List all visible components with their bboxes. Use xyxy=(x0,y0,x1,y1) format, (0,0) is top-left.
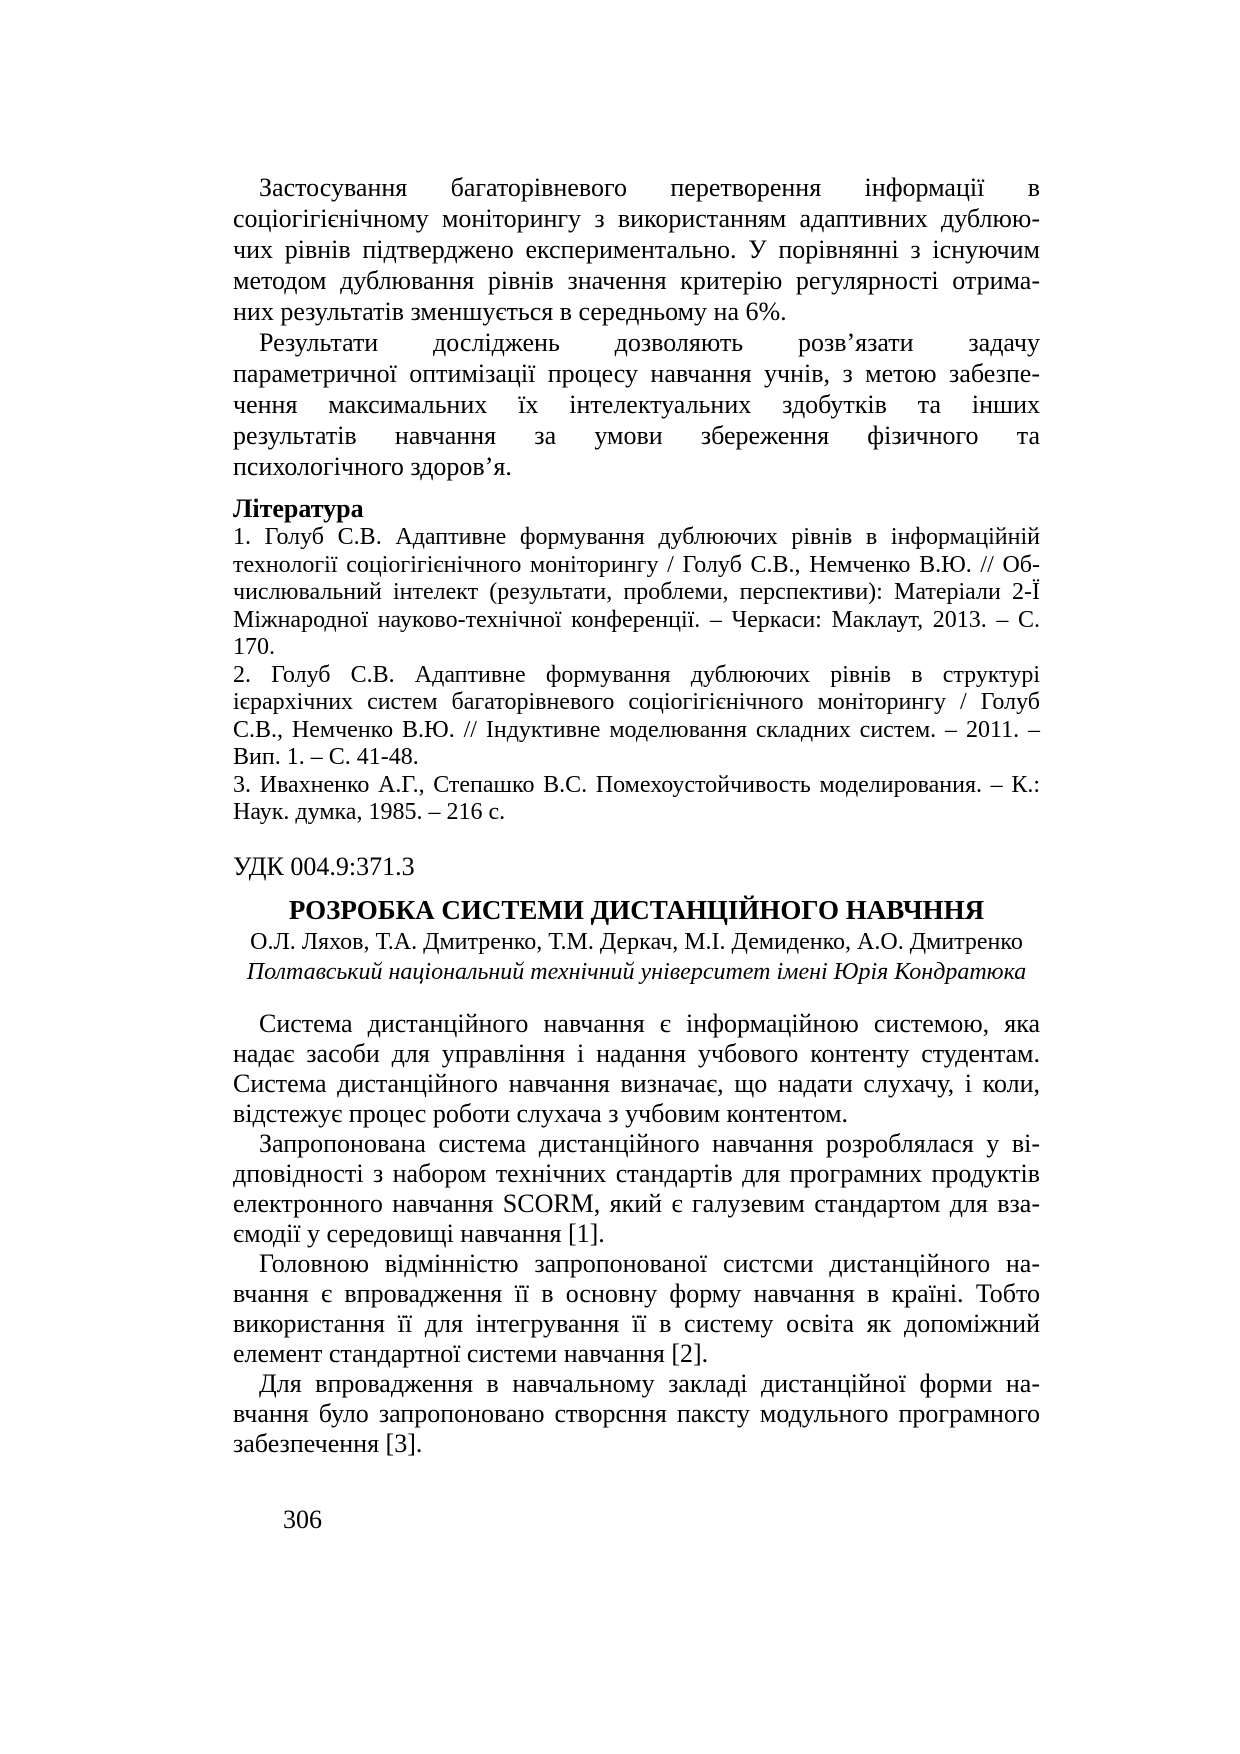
text-line: вчання є впровадження її в основну форму навчання в країні. Тобто xyxy=(233,1278,1040,1308)
text-line: 170. xyxy=(233,634,275,660)
text-line: Система дистанційного навчання є інформаційною системою, яка xyxy=(259,1008,1040,1038)
references-list xyxy=(233,524,1040,827)
text-line: числювальний інтелект (результати, проблеми, перспективи): Матеріали 2-Ї xyxy=(233,579,1040,605)
text-line: Міжнародної науково-технічної конференції. – Черкаси: Маклаут, 2013. – С. xyxy=(233,606,1040,633)
text-line: Вип. 1. – С. 41-48. xyxy=(233,744,419,770)
text-line: Головною відмінністю запропонованої систсми дистанційного на- xyxy=(259,1248,1040,1278)
paragraph xyxy=(233,327,1040,482)
text-line: технології соціогігієнічного моніторингу / Голуб С.В., Немченко В.Ю. // Об- xyxy=(233,551,1040,578)
reference-item xyxy=(233,662,1040,772)
text-line: ієрархічних систем багаторівневого соціогігієнічного моніторингу / Голуб xyxy=(233,689,1040,715)
text-line: забезпечення [3]. xyxy=(233,1428,423,1458)
paragraph xyxy=(233,1249,1040,1369)
text-line: психологічного здоров’я. xyxy=(233,452,512,481)
article-title: РОЗРОБКА СИСТЕМИ ДИСТАНЦІЙНОГО НАВЧННЯ xyxy=(288,894,985,925)
text-line: 2. Голуб С.В. Адаптивне формування дублюючих рівнів в структурі xyxy=(233,661,1040,688)
reference-item xyxy=(233,524,1040,662)
text-line: 1. Голуб С.В. Адаптивне формування дублюючих рівнів в інформаційній xyxy=(233,524,1040,550)
article-authors: О.Л. Ляхов, Т.А. Дмитренко, Т.М. Деркач, М.І. Демиденко, А.О. Дмитренко xyxy=(250,928,1023,955)
article-body xyxy=(233,1009,1040,1459)
text-line: методом дублювання рівнів значення критерію регулярності отрима- xyxy=(233,266,1040,295)
text-line: них результатів зменшується в середньому на 6%. xyxy=(233,297,787,326)
text-line: вчання було запропоновано створсння паксту модульного програмного xyxy=(233,1398,1040,1428)
text-line: використання її для інтегрування її в систему освіта як допоміжний xyxy=(233,1308,1040,1338)
text-line: Наук. думка, 1985. – 216 с. xyxy=(233,799,506,825)
text-line: Результати досліджень дозволяють розв’язати задачу xyxy=(259,328,1040,357)
text-line: елемент стандартної системи навчання [2]. xyxy=(233,1338,709,1368)
page-content xyxy=(233,172,1040,1459)
text-line: Запропонована система дистанційного навчання розроблялася у ві- xyxy=(259,1128,1040,1158)
text-line: результатів навчання за умови збереження фізичного та xyxy=(233,421,1040,450)
text-line: Застосування багаторівневого перетворення інформації в xyxy=(259,173,1040,202)
paragraph xyxy=(233,1129,1040,1249)
paragraph xyxy=(233,1009,1040,1129)
text-line: Для впровадження в навчальному закладі дистанційної форми на- xyxy=(259,1368,1040,1398)
paragraph xyxy=(233,1369,1040,1459)
text-line: 3. Ивахненко А.Г., Степашко В.С. Помехоустойчивость моделирования. – К.: xyxy=(233,771,1040,798)
text-line: відстежує процес роботи слухача з учбовим контентом. xyxy=(233,1098,849,1128)
reference-item xyxy=(233,772,1040,827)
text-line: електронного навчання SCORM, який є галузевим стандартом для вза- xyxy=(233,1188,1040,1218)
paragraph xyxy=(233,172,1040,327)
text-line: ємодії у середовищі навчання [1]. xyxy=(233,1218,605,1248)
references-heading: Література xyxy=(233,494,364,523)
text-line: чення максимальних їх інтелектуальних здобутків та інших xyxy=(233,390,1040,419)
udc-code: УДК 004.9:371.3 xyxy=(233,851,415,881)
text-line: С.В., Немченко В.Ю. // Індуктивне моделювання складних систем. – 2011. – xyxy=(233,716,1040,743)
text-line: Система дистанційного навчання визначає, що надати слухачу, і коли, xyxy=(233,1068,1040,1098)
text-line: дповідності з набором технічних стандартів для програмних продуктів xyxy=(233,1158,1040,1188)
text-line: чих рівнів підтверджено експериментально. У порівнянні з існуючим xyxy=(233,235,1040,264)
previous-article-ending xyxy=(233,172,1040,482)
text-line: надає засоби для управління і надання учбового контенту студентам. xyxy=(233,1038,1040,1068)
article-affiliation: Полтавський національний технічний університет імені Юрія Кондратюка xyxy=(246,958,1027,985)
text-line: соціогігієнічному моніторингу з використанням адаптивних дублюю- xyxy=(233,204,1040,233)
text-line: параметричної оптимізації процесу навчання учнів, з метою забезпе- xyxy=(233,359,1040,388)
page-number: 306 xyxy=(283,1505,322,1534)
